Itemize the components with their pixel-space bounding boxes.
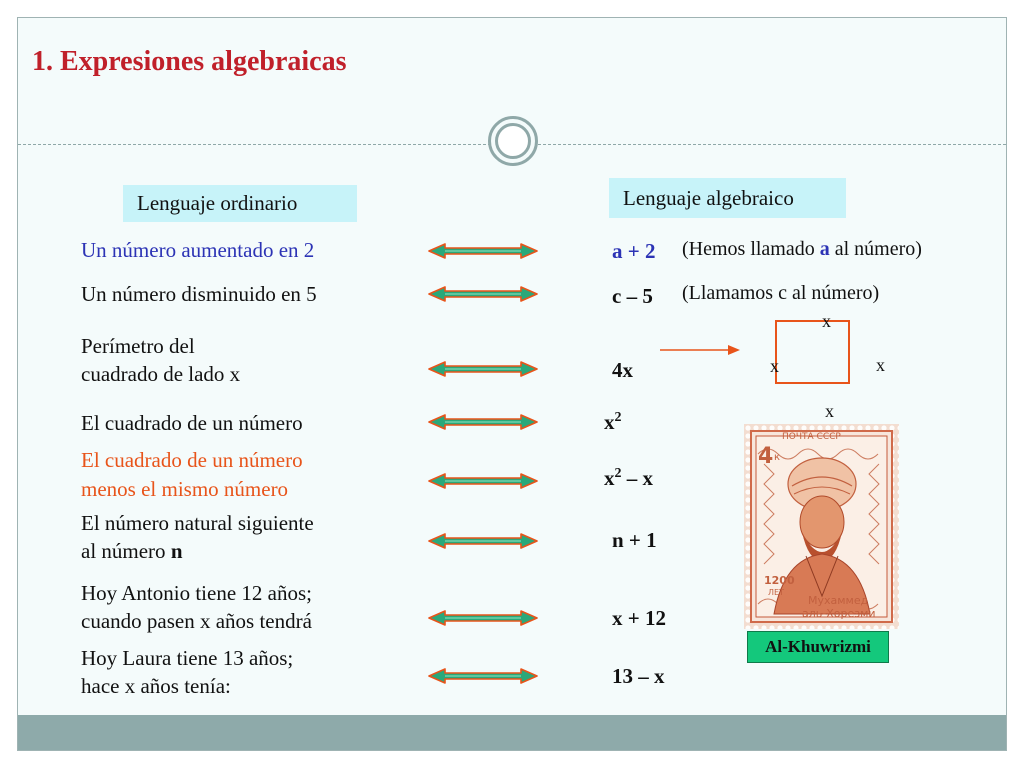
row-6-text-line2: [81, 538, 183, 565]
stamp-name-line2: аль-Хорезми: [802, 607, 876, 620]
double-arrow-icon: [427, 361, 539, 377]
row-3-text-line2: cuadrado de lado x: [81, 362, 241, 386]
row-5-expression: [604, 466, 653, 491]
double-arrow-icon: [427, 473, 539, 489]
row-5-text-line2: menos el mismo número: [81, 477, 289, 501]
row-6-variable-n: n: [170, 539, 183, 563]
row-5-expr-tail: – x: [621, 466, 653, 490]
note-c-definition: (Llamamos c al número): [682, 282, 880, 304]
stamp-unit: к: [774, 452, 781, 463]
note-a-definition: [682, 238, 922, 261]
row-4-expr-exponent: 2: [614, 410, 622, 425]
row-4-text: El cuadrado de un número: [81, 411, 303, 435]
double-arrow-icon: [427, 610, 539, 626]
row-8-text-line2: hace x años tenía:: [81, 674, 231, 698]
square-label-right: x: [876, 355, 885, 375]
double-arrow-icon: [427, 243, 539, 259]
row-7-expression: x + 12: [612, 606, 666, 630]
row-3-text-line1: Perímetro del: [81, 334, 195, 358]
al-khuwarizmi-stamp: [744, 424, 899, 629]
header-lenguaje-algebraico: Lenguaje algebraico: [609, 178, 846, 218]
row-5-expr-base: x: [604, 466, 615, 490]
row-6-text-line2-plain: al número: [81, 539, 171, 563]
stamp-year: 1200: [764, 574, 795, 587]
bottom-bar: [18, 715, 1006, 750]
note-a-variable: a: [819, 238, 830, 260]
ring-ornament-icon: [488, 116, 538, 166]
row-8-text-line1: Hoy Laura tiene 13 años;: [81, 646, 294, 670]
stamp-caption: Al-Khuwrizmi: [747, 631, 889, 663]
row-7-text-line1: Hoy Antonio tiene 12 años;: [81, 581, 312, 605]
row-5-expr-exponent: 2: [614, 466, 622, 481]
row-6-expression: n + 1: [612, 528, 657, 552]
double-arrow-icon: [427, 286, 539, 302]
row-3-expression: 4x: [612, 358, 633, 382]
row-7-text-line2: cuando pasen x años tendrá: [81, 609, 312, 633]
row-2-expression: c – 5: [612, 284, 653, 308]
stamp-name-line1: Мухаммед: [808, 594, 869, 607]
row-8-expression: 13 – x: [612, 664, 665, 688]
slide-title: 1. Expresiones algebraicas: [32, 46, 347, 77]
stamp-header: ПОЧТА СССР: [782, 432, 841, 442]
row-2-text: Un número disminuido en 5: [81, 282, 317, 306]
square-label-left: x: [770, 356, 779, 376]
row-4-expression: [604, 410, 622, 435]
row-1-text: Un número aumentado en 2: [81, 238, 315, 262]
double-arrow-icon: [427, 414, 539, 430]
arrow-right-icon: [660, 344, 740, 356]
stamp-year-sub: ЛЕТ: [768, 588, 784, 597]
row-1-expression: a + 2: [612, 239, 656, 263]
note-a-pre: (Hemos llamado: [682, 238, 820, 260]
row-6-text-line1: El número natural siguiente: [81, 511, 314, 535]
stamp-value: 4: [758, 444, 774, 469]
double-arrow-icon: [427, 533, 539, 549]
row-5-text-line1: El cuadrado de un número: [81, 448, 303, 472]
header-lenguaje-ordinario: Lenguaje ordinario: [123, 185, 357, 222]
square-label-bottom: x: [825, 401, 834, 421]
double-arrow-icon: [427, 668, 539, 684]
square-label-top: x: [822, 311, 831, 331]
square-figure: [775, 320, 850, 384]
note-a-post: al número): [829, 238, 922, 260]
row-4-expr-base: x: [604, 410, 615, 434]
